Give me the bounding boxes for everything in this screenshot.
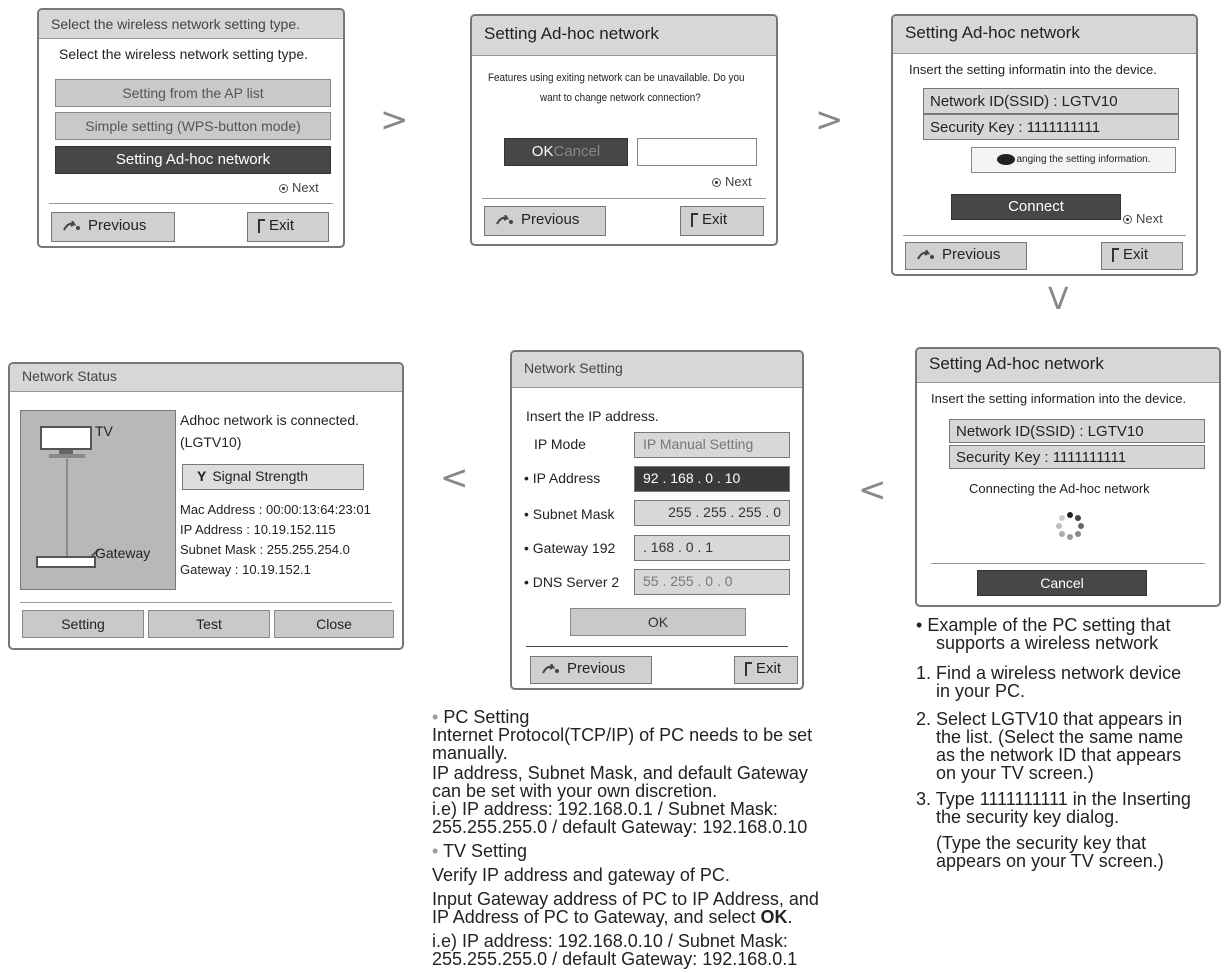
ip-mode-select[interactable]: IP Manual Setting (634, 432, 790, 458)
adhoc-confirm-dialog (470, 14, 778, 246)
bullet-icon: • (432, 841, 439, 861)
dialog-title: Setting Ad-hoc network (472, 16, 776, 56)
pc-setting-line-4: can be set with your own discretion. (432, 781, 718, 801)
wireless-type-dialog (37, 8, 345, 248)
ip-address-label-text: IP Address (532, 470, 601, 486)
tv-setting-heading (432, 842, 527, 861)
ssid-field: Network ID(SSID) : LGTV10 (923, 88, 1179, 114)
tv-setting-line-5: 255.255.255.0 / default Gateway: 192.168.0.1 (432, 949, 798, 969)
exit-icon (691, 213, 698, 227)
router-icon (35, 549, 99, 571)
gateway: Gateway : 10.19.152.1 (180, 562, 311, 577)
dialog-prompt: Select the wireless network setting type. (59, 46, 309, 62)
step-3c: (Type the security key that (936, 833, 1147, 853)
connecting-status: Connecting the Ad-hoc network (969, 481, 1150, 496)
subnet-mask-label-text: Subnet Mask (532, 506, 615, 522)
loading-spinner-icon (1055, 511, 1085, 541)
pc-example-bullet-2: supports a wireless network (936, 633, 1159, 653)
step-3d: appears on your TV screen.) (936, 851, 1164, 871)
radio-icon (279, 184, 288, 193)
previous-button[interactable] (484, 206, 606, 236)
exit-label: Exit (756, 660, 782, 677)
tv-setting-line-4: i.e) IP address: 192.168.0.10 / Subnet Mask: (432, 931, 788, 951)
previous-label: Previous (88, 217, 147, 234)
message-line-1: Features using exiting network can be unavailable. Do you (488, 72, 745, 84)
change-icon (997, 154, 1015, 165)
previous-label: Previous (521, 211, 580, 228)
signal-icon: Y (197, 468, 207, 484)
divider (49, 203, 333, 204)
next-hint[interactable] (1123, 211, 1163, 226)
previous-icon (62, 221, 82, 231)
arrow-left-1: < (858, 470, 887, 510)
dialog-title: Setting Ad-hoc network (893, 16, 1196, 54)
exit-button[interactable] (734, 656, 798, 684)
radio-icon (712, 178, 721, 187)
ip-address-label: • IP Address (524, 470, 601, 486)
ssid-text: (LGTV10) (180, 434, 242, 450)
arrow-right-1: > (380, 100, 409, 140)
exit-button[interactable] (247, 212, 329, 242)
ip-address-field[interactable]: 92 . 168 . 0 . 10 (634, 466, 790, 492)
dns-server-label-text: DNS Server 2 (532, 574, 620, 590)
subnet-mask: Subnet Mask : 255.255.254.0 (180, 542, 350, 557)
previous-icon (495, 215, 515, 225)
next-label: Next (725, 174, 752, 189)
exit-icon (745, 662, 752, 676)
ssid-field: Network ID(SSID) : LGTV10 (949, 419, 1205, 443)
previous-label: Previous (942, 246, 1001, 263)
connected-status: Adhoc network is connected. (180, 412, 359, 428)
divider (482, 198, 766, 199)
arrow-right-2: > (815, 100, 844, 140)
gateway-label: • Gateway 192 (524, 540, 616, 556)
divider (20, 602, 392, 603)
adhoc-connecting-dialog (915, 347, 1221, 607)
next-label: Next (292, 180, 319, 195)
bullet-icon: • (432, 707, 439, 727)
exit-icon (258, 219, 265, 233)
exit-label: Exit (269, 217, 295, 234)
ap-list-option[interactable]: Setting from the AP list (55, 79, 331, 107)
divider (526, 646, 788, 647)
dialog-prompt: Insert the setting information into the device. (931, 391, 1187, 406)
previous-label: Previous (567, 660, 626, 677)
step-3b: the security key dialog. (936, 807, 1120, 827)
pc-setting-line-1: Internet Protocol(TCP/IP) of PC needs to be set (432, 725, 813, 745)
next-label: Next (1136, 211, 1163, 226)
tv-setting-line-3-end: . (787, 907, 793, 927)
ip-mode-label: IP Mode (534, 436, 586, 452)
network-setting-dialog (510, 350, 804, 690)
exit-icon (1112, 248, 1119, 262)
security-key-field: Security Key : 1111111111 (923, 114, 1179, 140)
tv-label: TV (95, 423, 113, 439)
cancel-label: Cancel (553, 143, 601, 160)
step-1b: in your PC. (936, 681, 1026, 701)
mac-address: Mac Address : 00:00:13:64:23:01 (180, 502, 371, 517)
tv-icon (39, 423, 95, 461)
next-hint[interactable] (279, 180, 319, 195)
previous-button[interactable] (51, 212, 175, 242)
step-2a: 2. Select LGTV10 that appears in (916, 709, 1183, 729)
ok-label: OK (531, 143, 554, 160)
previous-icon (541, 664, 561, 674)
signal-strength-badge (182, 464, 364, 490)
test-button[interactable]: Test (148, 610, 270, 638)
connection-line (66, 459, 68, 559)
previous-icon (916, 250, 936, 260)
dialog-prompt: Insert the setting informatin into the device. (909, 62, 1157, 77)
pc-setting-line-6: 255.255.255.0 / default Gateway: 192.168.0.10 (432, 817, 808, 837)
setting-button[interactable]: Setting (22, 610, 144, 638)
pc-setting-line-3: IP address, Subnet Mask, and default Gateway (432, 763, 808, 783)
network-diagram (20, 410, 176, 590)
exit-button[interactable] (1101, 242, 1183, 270)
gateway-label-text: Gateway 192 (532, 540, 616, 556)
close-button[interactable]: Close (274, 610, 394, 638)
dialog-prompt: Insert the IP address. (526, 408, 659, 424)
exit-button[interactable] (680, 206, 764, 236)
connect-button[interactable]: Connect (951, 194, 1121, 220)
subnet-mask-field[interactable]: 255 . 255 . 255 . 0 (634, 500, 790, 526)
step-3a: 3. Type 1111111111 in the Inserting (916, 789, 1191, 809)
gateway-field[interactable]: . 168 . 0 . 1 (634, 535, 790, 561)
tv-setting-line-2: Input Gateway address of PC to IP Address, and (432, 889, 819, 909)
dialog-title: Network Status (10, 364, 402, 392)
previous-button[interactable] (905, 242, 1027, 270)
step-1a: 1. Find a wireless network device (916, 663, 1182, 683)
arrow-left-2: < (440, 458, 469, 498)
message-line-2: want to change network connection? (540, 92, 701, 104)
next-hint[interactable] (712, 174, 752, 189)
tv-setting-line-3 (432, 908, 793, 927)
step-2d: on your TV screen.) (936, 763, 1094, 783)
dialog-title: Network Setting (512, 352, 802, 388)
signal-label: Signal Strength (212, 468, 309, 484)
dns-server-field[interactable]: 55 . 255 . 0 . 0 (634, 569, 790, 595)
change-info-button[interactable] (971, 147, 1176, 173)
pc-setting-heading-text: PC Setting (443, 707, 530, 727)
network-status-dialog (8, 362, 404, 650)
gateway-label: Gateway (95, 545, 151, 561)
pc-setting-line-2: manually. (432, 743, 508, 763)
divider (931, 563, 1205, 564)
ip-address: IP Address : 10.19.152.115 (180, 522, 336, 537)
dialog-title: Select the wireless network setting type. (39, 10, 343, 39)
ok-button[interactable]: OK (570, 608, 746, 636)
previous-button[interactable] (530, 656, 652, 684)
change-info-label: anging the setting information. (1016, 154, 1151, 165)
arrow-down: V (1048, 282, 1069, 317)
pc-example-text: Example of the PC setting that (927, 615, 1171, 635)
exit-label: Exit (702, 211, 728, 228)
divider (903, 235, 1186, 236)
step-2c: as the network ID that appears (936, 745, 1182, 765)
cancel-button[interactable] (637, 138, 757, 166)
exit-label: Exit (1123, 246, 1149, 263)
ok-button[interactable] (504, 138, 628, 166)
tv-setting-line-1: Verify IP address and gateway of PC. (432, 865, 730, 885)
tv-setting-heading-text: TV Setting (443, 841, 528, 861)
security-key-field: Security Key : 1111111111 (949, 445, 1205, 469)
adhoc-setting-dialog (891, 14, 1198, 276)
cancel-button[interactable]: Cancel (977, 570, 1147, 596)
tv-setting-line-3-text: IP Address of PC to Gateway, and select (432, 907, 761, 927)
step-2b: the list. (Select the same name (936, 727, 1184, 747)
pc-example-bullet: • Example of the PC setting that (916, 615, 1171, 635)
dns-server-label: • DNS Server 2 (524, 574, 620, 590)
adhoc-option[interactable]: Setting Ad-hoc network (55, 146, 331, 174)
dialog-title: Setting Ad-hoc network (917, 349, 1219, 383)
ok-emphasis: OK (760, 907, 788, 927)
radio-icon (1123, 215, 1132, 224)
wps-option[interactable]: Simple setting (WPS-button mode) (55, 112, 331, 140)
pc-setting-line-5: i.e) IP address: 192.168.0.1 / Subnet Mask: (432, 799, 778, 819)
subnet-mask-label: • Subnet Mask (524, 506, 615, 522)
